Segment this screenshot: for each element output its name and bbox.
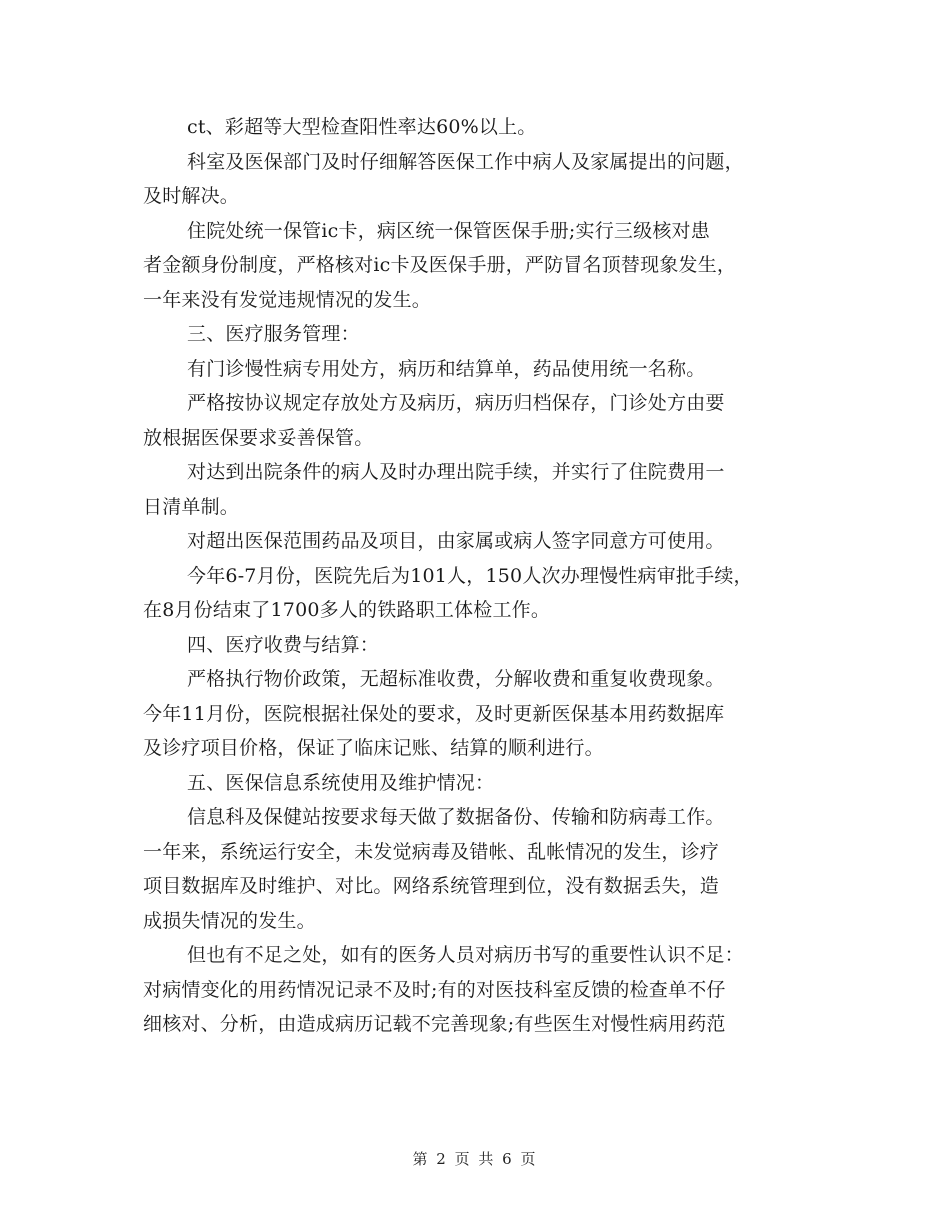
text-line: 今年6-7月份，医院先后为101人，150人次办理慢性病审批手续， (187, 564, 753, 587)
text-line: 成损失情况的发生。 (143, 909, 316, 932)
text-line: 五、医保信息系统使用及维护情况： (187, 771, 495, 794)
text-line: 在8月份结束了1700多人的铁路职工体检工作。 (143, 599, 551, 621)
text-line: 科室及医保部门及时仔细解答医保工作中病人及家属提出的问题， (187, 150, 744, 173)
text-line: 日清单制。 (143, 495, 240, 518)
document-body (143, 110, 813, 1042)
text-line: 一年来，系统运行安全，未发觉病毒及错帐、乱帐情况的发生，诊疗 (143, 840, 720, 863)
text-line: 及时解决。 (143, 185, 240, 207)
text-line: 对达到出院条件的病人及时办理出院手续，并实行了住院费用一 (187, 461, 725, 483)
text-line: 放根据医保要求妥善保管。 (143, 426, 374, 449)
text-line: 四、医疗收费与结算： (187, 633, 380, 656)
text-line: 对超出医保范围药品及项目，由家属或病人签字同意方可使用。 (187, 530, 725, 552)
text-line: 信息科及保健站按要求每天做了数据备份、传输和防病毒工作。 (187, 806, 725, 828)
page-footer: 第 2 页 共 6 页 (412, 1150, 538, 1168)
text-line: 但也有不足之处，如有的医务人员对病历书写的重要性认识不足： (187, 944, 744, 966)
text-line: ct、彩超等大型检查阳性率达60%以上。 (187, 116, 537, 138)
text-line: 今年11月份，医院根据社保处的要求，及时更新医保基本用药数据库 (143, 702, 725, 725)
text-line: 项目数据库及时维护、对比。网络系统管理到位，没有数据丢失，造 (143, 875, 720, 897)
text-line: 者金额身份制度，严格核对ic卡及医保手册，严防冒名顶替现象发生， (143, 254, 737, 276)
text-line: 三、医疗服务管理： (187, 323, 360, 345)
text-line: 细核对、分析，由造成病历记载不完善现象;有些医生对慢性病用药范 (143, 1013, 726, 1035)
text-line: 有门诊慢性病专用处方，病历和结算单，药品使用统一名称。 (187, 357, 706, 380)
text-line: 住院处统一保管ic卡，病区统一保管医保手册;实行三级核对患 (187, 219, 710, 242)
text-line: 严格执行物价政策，无超标准收费，分解收费和重复收费现象。 (187, 668, 725, 690)
text-line: 对病情变化的用药情况记录不及时;有的对医技科室反馈的检查单不仔 (143, 978, 726, 1001)
text-line: 及诊疗项目价格，保证了临床记账、结算的顺利进行。 (143, 737, 604, 759)
text-line: 严格按协议规定存放处方及病历，病历归档保存，门诊处方由要 (187, 392, 725, 414)
text-line: 一年来没有发觉违规情况的发生。 (143, 288, 432, 311)
